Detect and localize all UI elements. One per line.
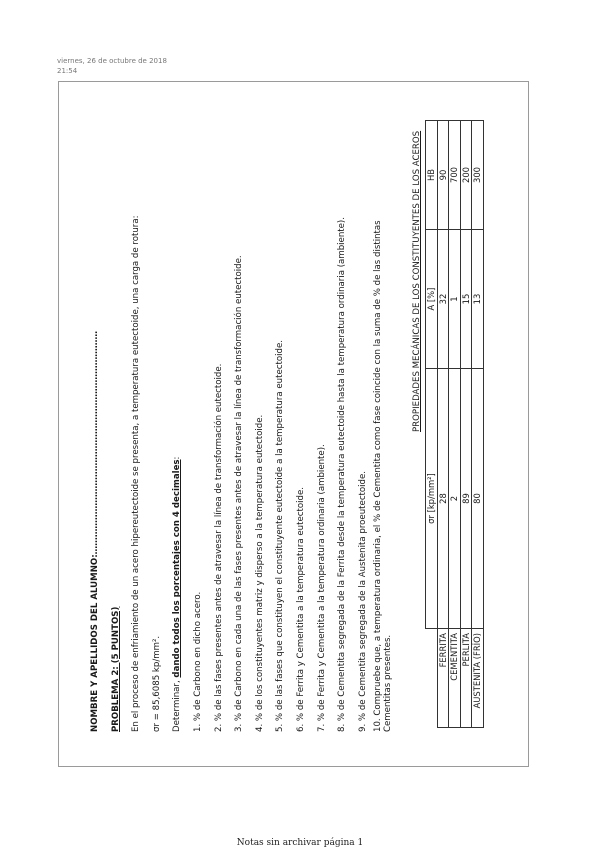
table-row [460,121,472,728]
table-title: PROPIEDADES MECÁNICAS DE LOS CONSTITUYENTES DE LOS ACEROS [412,130,422,432]
table-row [437,121,449,728]
determine-suffix: : [172,456,183,460]
determine-bold: dando todos los porcentajes con 4 decimales [172,459,183,678]
cell-a: 1 [449,230,461,369]
row-name: FERRITA [437,629,449,728]
note-time: 21:54 [57,67,78,75]
cell-hb: 300 [472,121,484,230]
properties-table [425,120,484,728]
table-corner [426,629,438,728]
problem-intro: En el proceso de enfriamiento de un acero hipereutectoide se presenta, a temperatura eutectoide, una carga de rotura: [131,215,142,732]
question-item: 7. % de Ferrita y Cementita a la temperatura ordinaria (ambiente). [316,444,327,732]
question-item: 10. Compruebe que, a temperatura ordinaria, el % de Cementita como fase coincide con la suma de % de las distintas [373,220,384,732]
row-name: AUSTENITA (FRÍO) [472,629,484,728]
col-header-a: A [%] [426,230,438,369]
student-name-line: NOMBRE Y APELLIDOS DEL ALUMNO:…………………………………………………………………… [90,330,100,732]
footer-text: Notas sin archivar página 1 [236,838,364,848]
question-item: 3. % de Carbono en cada una de las fases presentes antes de atravesar la línea de transformación eutectoide. [234,255,245,732]
sigma-value: σr = 85,6085 kp/mm². [151,635,162,732]
question-item: 9. % de Cementita segregada de la Austenita proeutectoide. [357,470,368,732]
question-item: 6. % de Ferrita y Cementita a la temperatura eutectoide. [295,487,306,732]
cell-a: 32 [437,230,449,369]
question-item: 4. % de los constituyentes matriz y disperso a la temperatura eutectoide. [254,414,265,732]
cell-sigma: 28 [437,369,449,629]
problem-title: PROBLEMA 2: (5 PUNTOS) [110,606,121,732]
cell-hb: 200 [460,121,472,230]
col-header-hb: HB [426,121,438,230]
determine-prefix: Determinar, [172,677,183,732]
question-item: 1. % de Carbono en dicho acero. [192,591,203,732]
table-row [472,121,484,728]
cell-a: 13 [472,230,484,369]
cell-hb: 700 [449,121,461,230]
cell-sigma: 80 [472,369,484,629]
note-date: viernes, 26 de octubre de 2018 [57,57,167,65]
cell-hb: 90 [437,121,449,230]
question-item-continued: Cementitas presentes. [383,634,394,732]
row-name: PERLITA [460,629,472,728]
determine-line [167,120,188,732]
question-item: 5. % de las fases que constituyen el constituyente eutectoide a la temperatura eutectoide. [275,340,286,732]
question-item: 8. % de Cementita segregada de la Ferrita desde la temperatura eutectoide hasta la temperatura ordinaria (ambiente). [337,216,348,732]
col-header-sigma: σr [kp/mm²] [426,369,438,629]
note-timestamp [57,56,167,76]
exam-page-content [85,120,505,732]
table-header-row [426,121,438,728]
cell-a: 15 [460,230,472,369]
cell-sigma: 89 [460,369,472,629]
cell-sigma: 2 [449,369,461,629]
row-name: CEMENTITA [449,629,461,728]
table-row [449,121,461,728]
exam-page-frame [58,81,529,767]
question-item: 2. % de las fases presentes antes de atravesar la línea de transformación eutectoide. [213,363,224,732]
